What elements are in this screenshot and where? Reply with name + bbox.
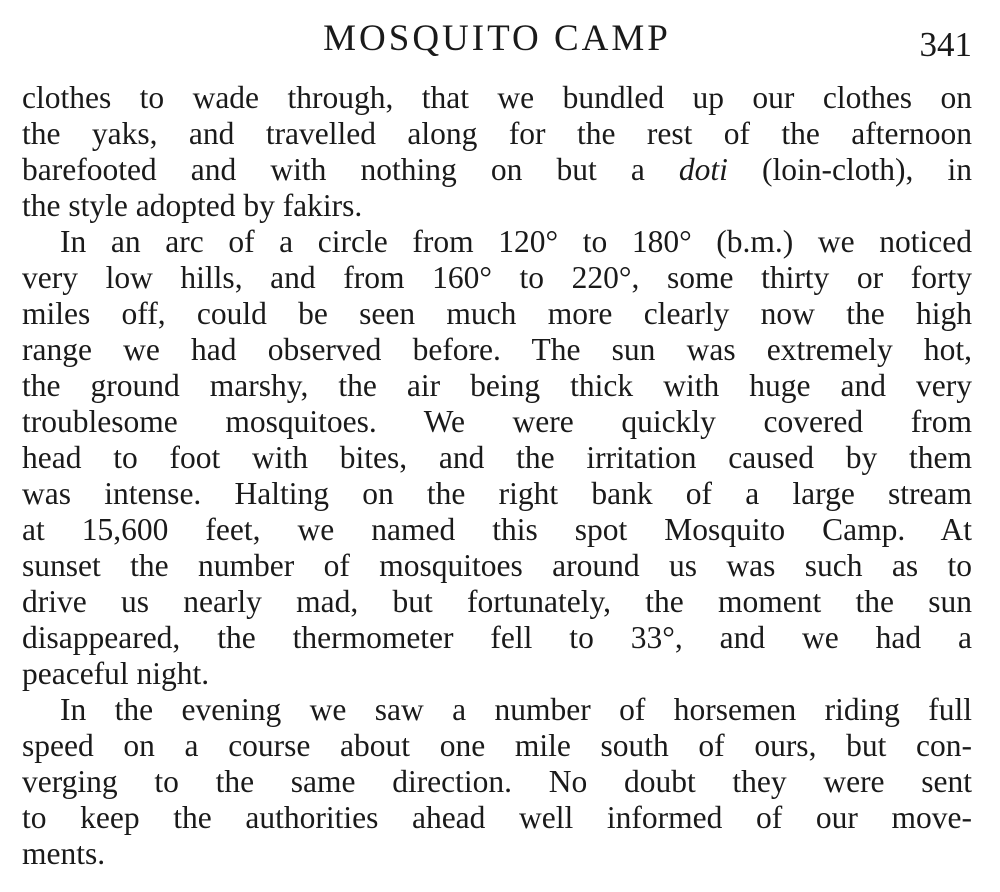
text-line: to keep the authorities ahead well informed of our move- <box>22 800 972 835</box>
text-line: ments. <box>22 836 106 871</box>
italic-word: doti <box>678 152 728 187</box>
text-line: was intense. Halting on the right bank of a large stream <box>22 476 972 511</box>
text-line: In the evening we saw a number of horsemen riding full <box>60 692 972 727</box>
text-line: speed on a course about one mile south of ours, but con- <box>22 728 972 763</box>
text-line: drive us nearly mad, but fortunately, the moment the sun <box>22 584 972 619</box>
text-line: In an arc of a circle from 120° to 180° (b.m.) we noticed <box>60 224 972 259</box>
running-head <box>22 14 972 64</box>
text-line: range we had observed before. The sun was extremely hot, <box>22 332 972 367</box>
text-line: disappeared, the thermometer fell to 33°, and we had a <box>22 620 972 655</box>
text-line: the ground marshy, the air being thick with huge and very <box>22 368 972 403</box>
text-line: miles off, could be seen much more clearly now the high <box>22 296 972 331</box>
paragraph-3 <box>22 692 972 872</box>
text-line <box>22 152 972 188</box>
text-line: verging to the same direction. No doubt they were sent <box>22 764 972 799</box>
text-run: (loin-cloth), in <box>727 152 972 187</box>
running-title: MOSQUITO CAMP <box>323 18 671 59</box>
text-run: barefooted and with nothing on but a <box>22 152 679 187</box>
page-number: 341 <box>919 25 972 64</box>
text-line: head to foot with bites, and the irritation caused by them <box>22 440 972 475</box>
text-line: clothes to wade through, that we bundled up our clothes on <box>22 80 972 115</box>
paragraph-2 <box>22 224 972 692</box>
text-line: very low hills, and from 160° to 220°, some thirty or forty <box>22 260 972 295</box>
text-line: at 15,600 feet, we named this spot Mosquito Camp. At <box>22 512 972 547</box>
text-line: the yaks, and travelled along for the rest of the afternoon <box>22 116 972 151</box>
body-text <box>22 80 972 872</box>
text-line: the style adopted by fakirs. <box>22 188 363 223</box>
paragraph-1 <box>22 80 972 224</box>
text-line: sunset the number of mosquitoes around us was such as to <box>22 548 972 583</box>
text-line: troublesome mosquitoes. We were quickly covered from <box>22 404 972 439</box>
text-line: peaceful night. <box>22 656 210 691</box>
